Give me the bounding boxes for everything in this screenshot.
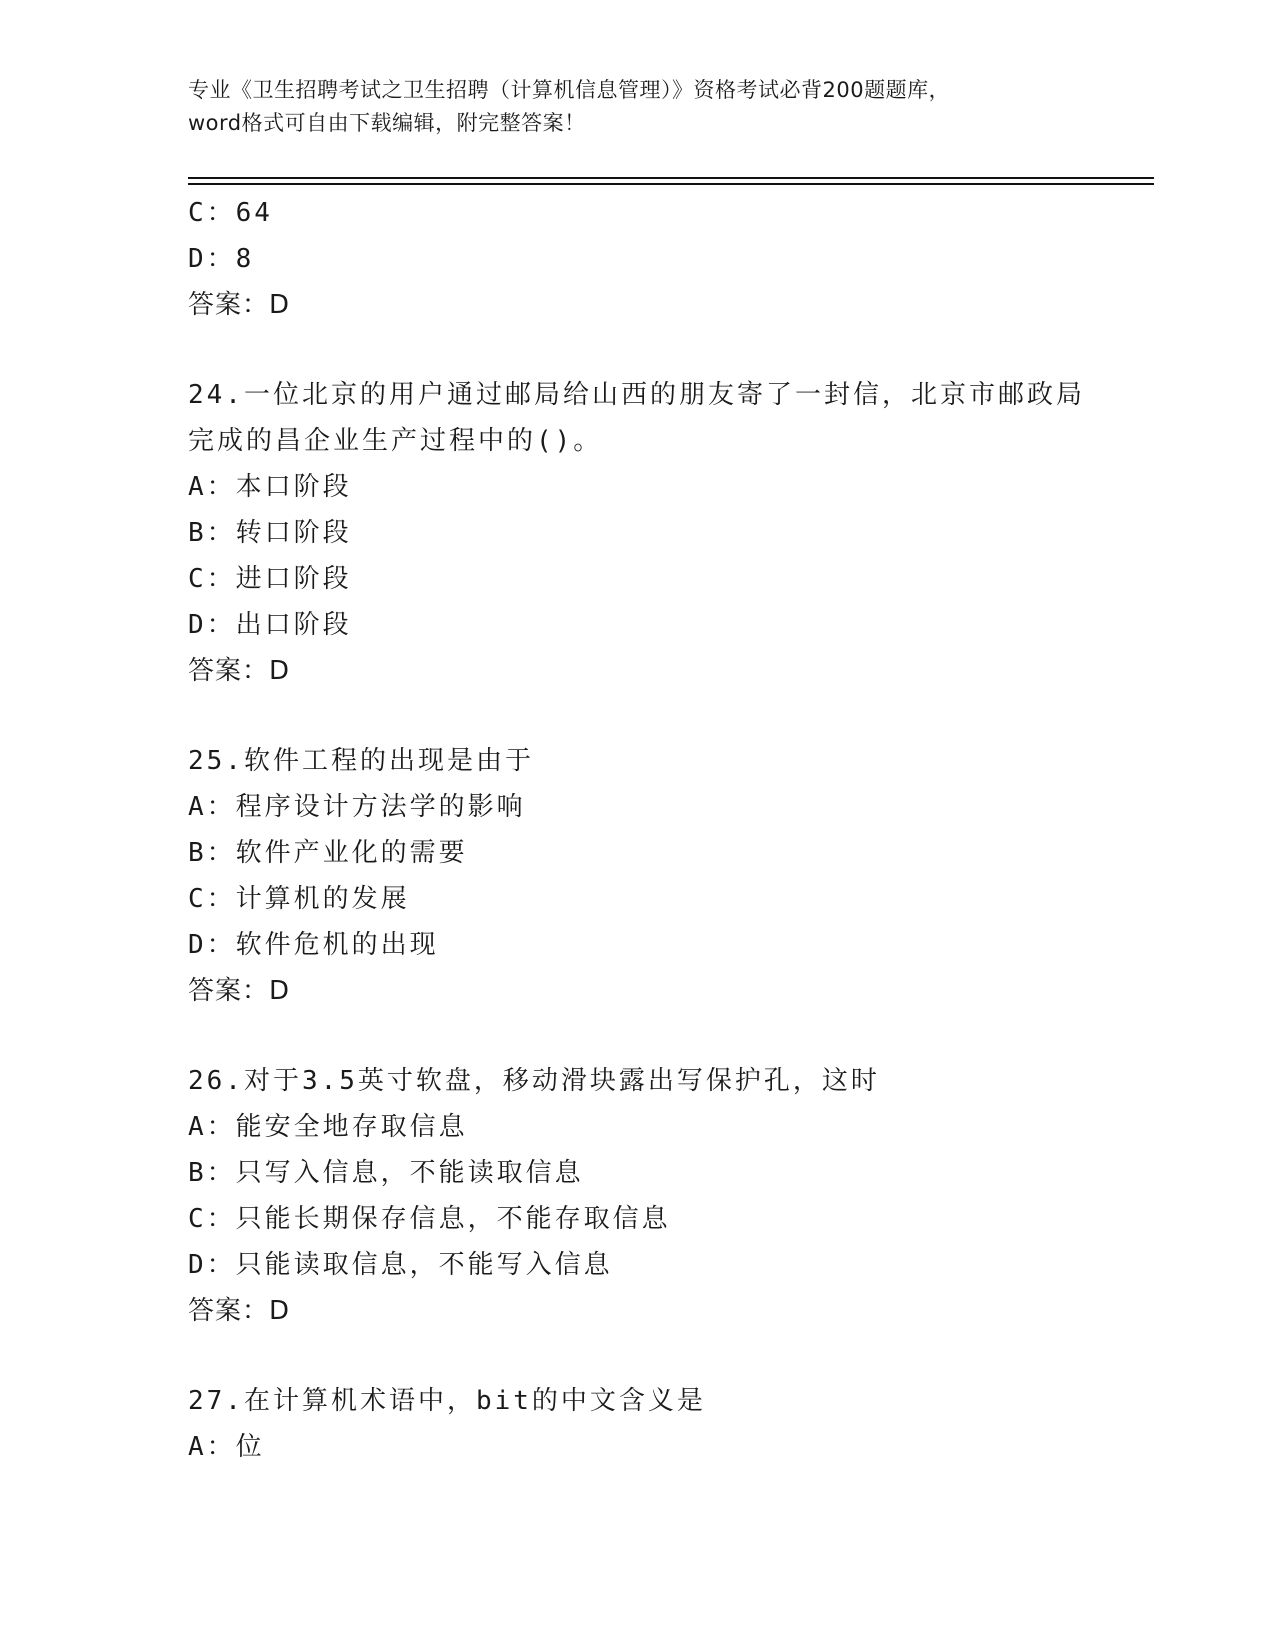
answer-line: 答案：D — [188, 1296, 291, 1326]
question-27 — [188, 1378, 1148, 1470]
document-header — [188, 74, 1088, 140]
question-26 — [188, 1058, 1148, 1334]
question-stem: 24.一位北京的用户通过邮局给山西的朋友寄了一封信，北京市邮政局 — [188, 380, 1085, 410]
option-c: C：计算机的发展 — [188, 884, 410, 914]
option-a: A：本口阶段 — [188, 472, 352, 502]
option-c: C：进口阶段 — [188, 564, 352, 594]
option-a: A：程序设计方法学的影响 — [188, 792, 526, 822]
option-b: B：只写入信息，不能读取信息 — [188, 1158, 584, 1188]
answer-line: 答案：D — [188, 656, 291, 686]
option-c: C：64 — [188, 198, 273, 228]
question-stem: 27.在计算机术语中，bit的中文含义是 — [188, 1386, 706, 1416]
header-title-line-2: word格式可自由下载编辑，附完整答案！ — [188, 111, 586, 135]
option-d: D：软件危机的出现 — [188, 930, 439, 960]
question-stem-continued: 完成的昌企业生产过程中的()。 — [188, 426, 603, 456]
question-24 — [188, 372, 1148, 694]
question-spacer — [188, 1014, 1148, 1058]
question-list — [188, 190, 1148, 1470]
question-spacer — [188, 1334, 1148, 1378]
header-divider-bottom — [188, 183, 1154, 185]
option-c: C：只能长期保存信息，不能存取信息 — [188, 1204, 671, 1234]
header-divider-top — [188, 177, 1154, 179]
option-a: A：位 — [188, 1432, 265, 1462]
answer-line: 答案：D — [188, 976, 291, 1006]
question-23-tail — [188, 190, 1148, 328]
question-stem: 26.对于3.5英寸软盘，移动滑块露出写保护孔，这时 — [188, 1066, 880, 1096]
answer-line: 答案：D — [188, 290, 291, 320]
question-spacer — [188, 328, 1148, 372]
option-d: D：只能读取信息，不能写入信息 — [188, 1250, 613, 1280]
option-d: D：8 — [188, 244, 255, 274]
question-25 — [188, 738, 1148, 1014]
option-b: B：转口阶段 — [188, 518, 352, 548]
header-title-line-1: 专业《卫生招聘考试之卫生招聘（计算机信息管理）》资格考试必背200题题库， — [188, 78, 951, 102]
question-spacer — [188, 694, 1148, 738]
question-stem: 25.软件工程的出现是由于 — [188, 746, 534, 776]
option-a: A：能安全地存取信息 — [188, 1112, 468, 1142]
option-b: B：软件产业化的需要 — [188, 838, 468, 868]
option-d: D：出口阶段 — [188, 610, 352, 640]
